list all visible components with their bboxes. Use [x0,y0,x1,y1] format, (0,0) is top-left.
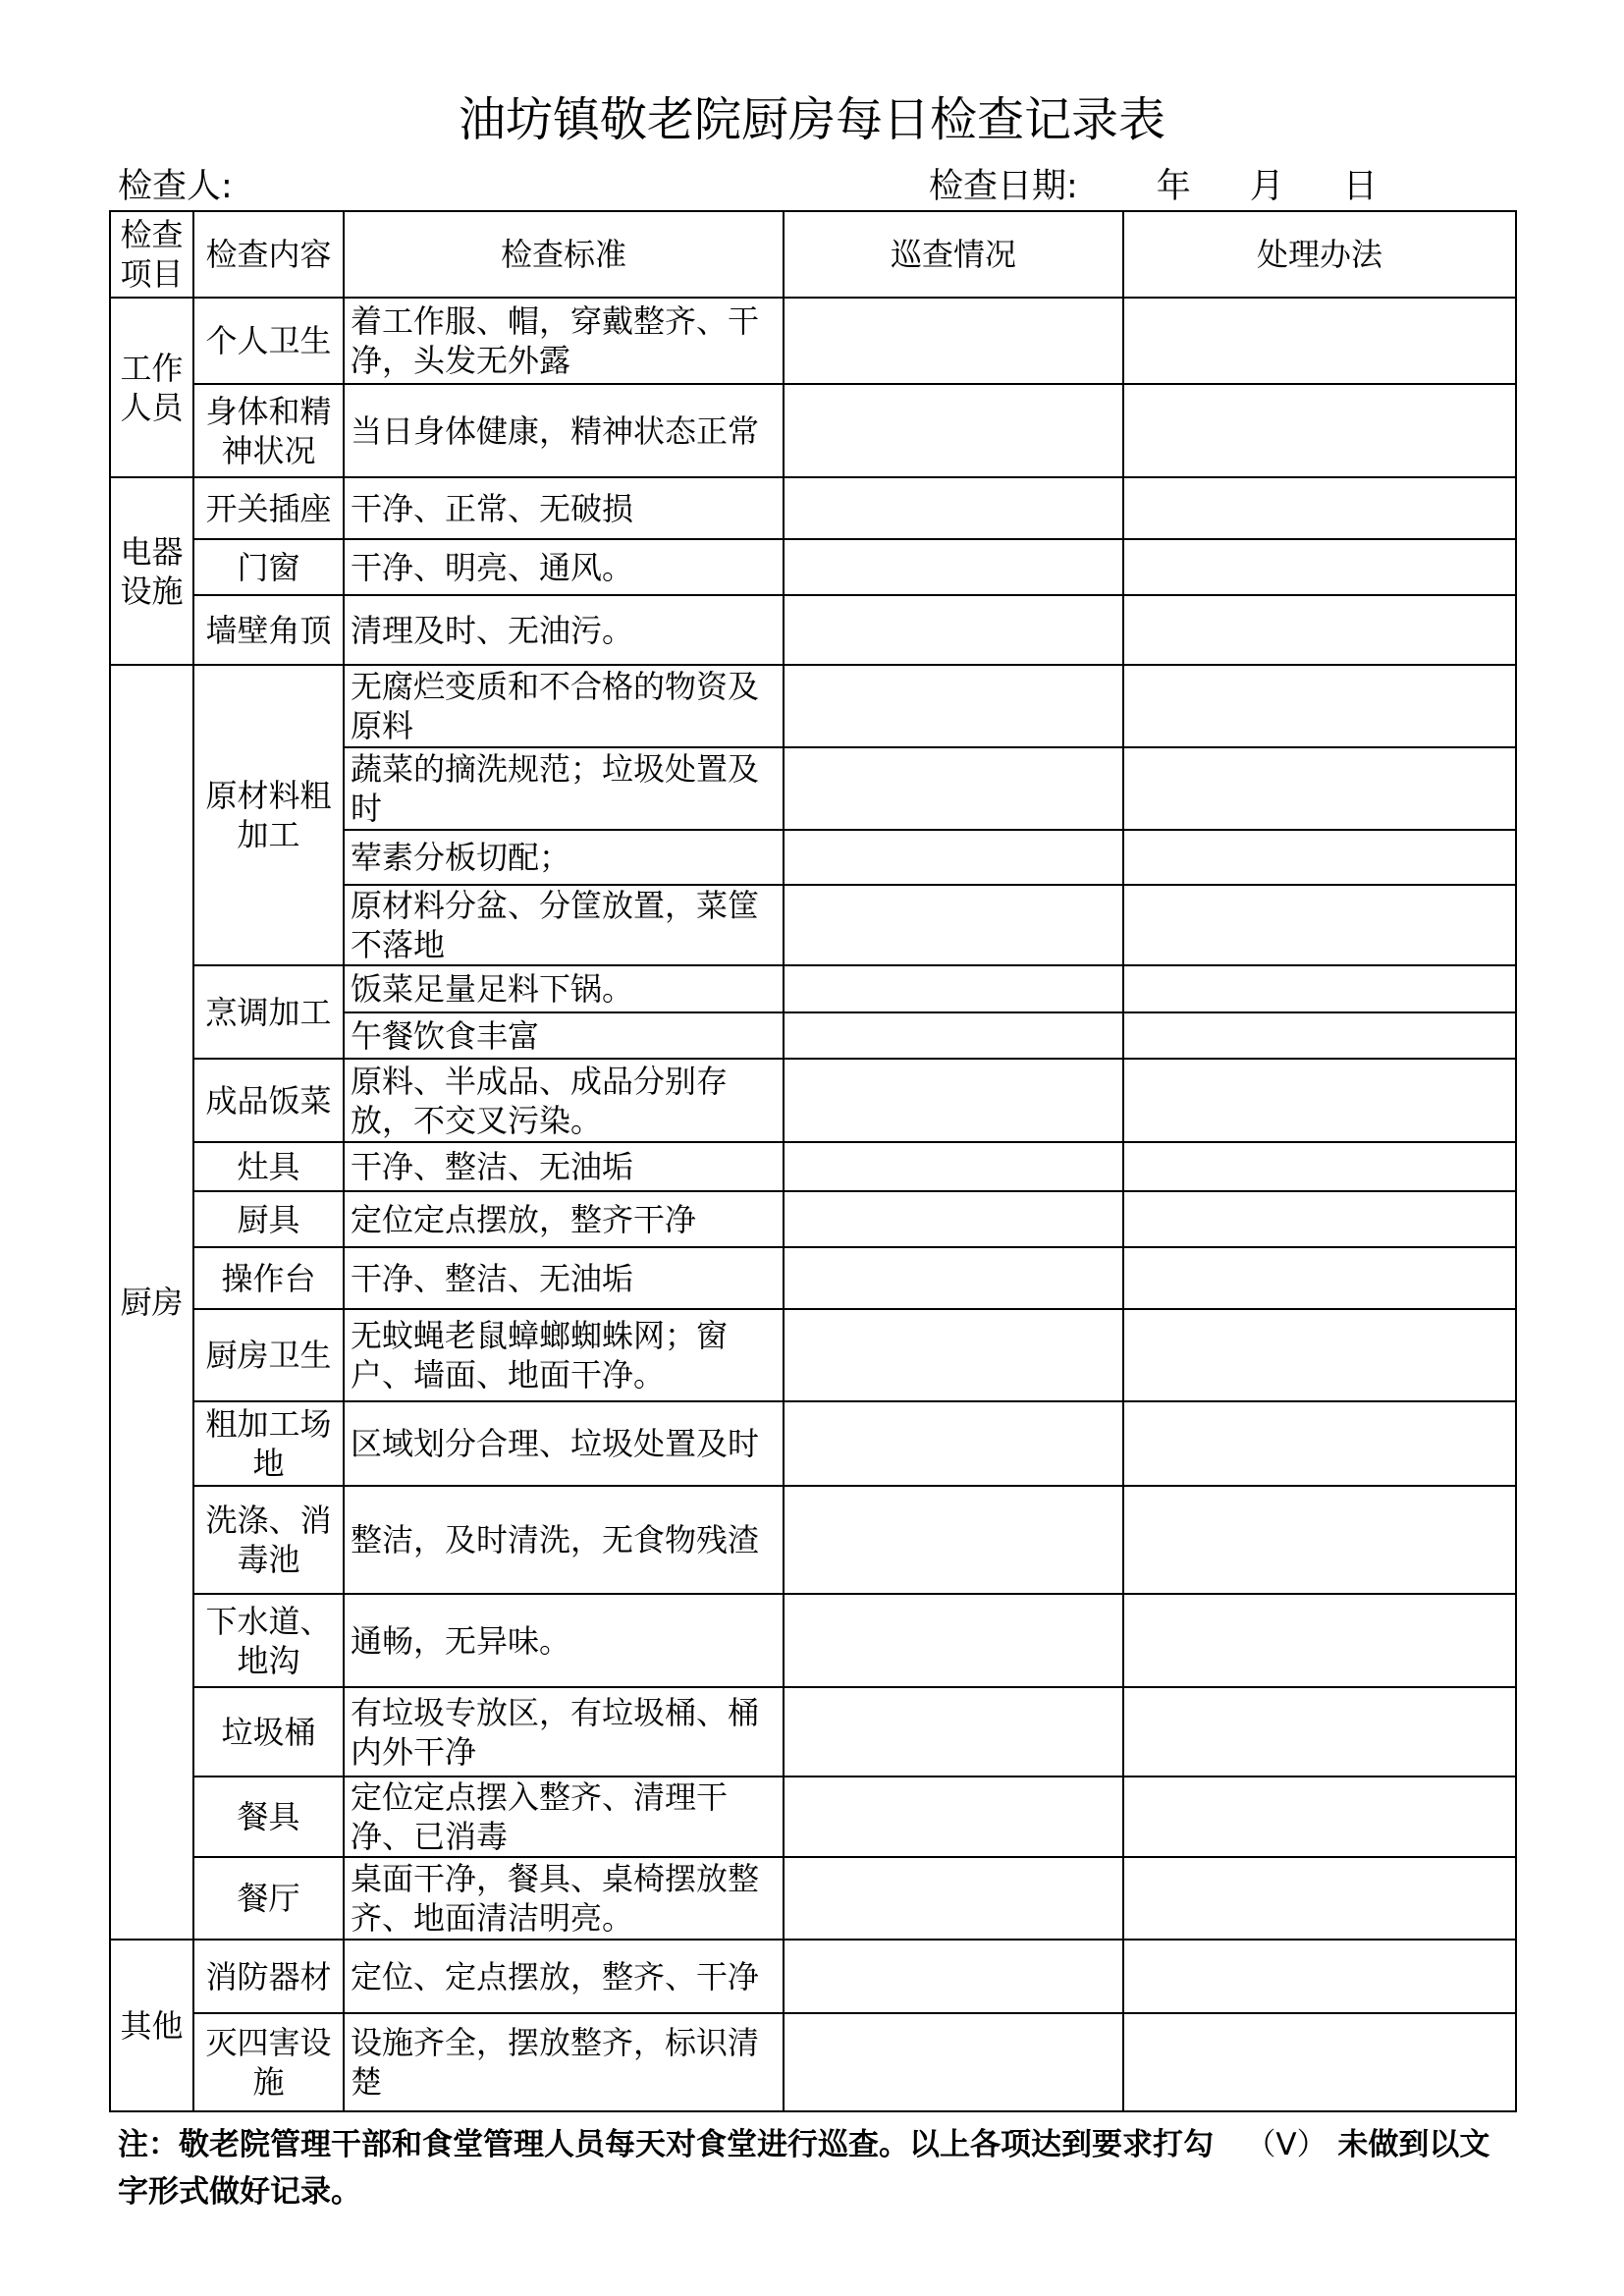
patrol-cell[interactable] [784,1401,1123,1486]
patrol-cell[interactable] [784,477,1123,539]
row-standard: 原材料分盆、分筐放置，菜筐不落地 [344,885,784,965]
table-row [110,1940,1516,2013]
row-content: 身体和精神状况 [193,384,344,477]
date-year-label: 年 [1156,167,1191,206]
patrol-cell[interactable] [784,1059,1123,1142]
row-content: 粗加工场地 [193,1401,344,1486]
row-content: 门窗 [193,539,344,595]
row-standard: 荤素分板切配； [344,830,784,885]
table-header-row [110,211,1516,298]
handling-cell[interactable] [1123,1309,1516,1401]
handling-cell[interactable] [1123,1012,1516,1059]
patrol-cell[interactable] [784,595,1123,665]
table-row [110,1142,1516,1191]
handling-cell[interactable] [1123,1401,1516,1486]
row-content: 餐具 [193,1777,344,1857]
row-content: 烹调加工 [193,965,344,1059]
row-content: 消防器材 [193,1940,344,2013]
row-standard: 无蚊蝇老鼠蟑螂蜘蛛网；窗户、墙面、地面干净。 [344,1309,784,1401]
header-item: 检查项目 [110,211,193,298]
table-row [110,477,1516,539]
row-standard: 通畅，无异味。 [344,1594,784,1687]
patrol-cell[interactable] [784,2013,1123,2111]
header-content: 检查内容 [193,211,344,298]
patrol-cell[interactable] [784,665,1123,747]
table-row [110,298,1516,384]
handling-cell[interactable] [1123,1594,1516,1687]
table-row [110,1486,1516,1594]
handling-cell[interactable] [1123,1777,1516,1857]
handling-cell[interactable] [1123,1486,1516,1594]
row-standard: 设施齐全，摆放整齐，标识清楚 [344,2013,784,2111]
row-standard: 有垃圾专放区，有垃圾桶、桶内外干净 [344,1687,784,1777]
table-row [110,665,1516,747]
table-row [110,539,1516,595]
inspection-date [929,165,1378,208]
patrol-cell[interactable] [784,1777,1123,1857]
row-content: 洗涤、消毒池 [193,1486,344,1594]
row-content: 厨房卫生 [193,1309,344,1401]
group-label-kitchen: 厨房 [110,665,193,1940]
checkmark-symbol: （V） [1245,2127,1327,2162]
row-content: 下水道、地沟 [193,1594,344,1687]
handling-cell[interactable] [1123,885,1516,965]
table-row [110,1777,1516,1857]
table-row [110,1059,1516,1142]
patrol-cell[interactable] [784,1594,1123,1687]
handling-cell[interactable] [1123,1191,1516,1247]
row-content: 原材料粗加工 [193,665,344,965]
row-content: 成品饭菜 [193,1059,344,1142]
inspector-label: 检查人: [118,167,233,206]
header-patrol: 巡查情况 [784,211,1123,298]
row-standard: 定位定点摆入整齐、清理干净、已消毒 [344,1777,784,1857]
date-day-label: 日 [1342,167,1378,206]
handling-cell[interactable] [1123,965,1516,1012]
row-standard: 午餐饮食丰富 [344,1012,784,1059]
table-row [110,965,1516,1012]
patrol-cell[interactable] [784,1012,1123,1059]
patrol-cell[interactable] [784,1309,1123,1401]
page-title: 油坊镇敬老院厨房每日检查记录表 [458,92,1165,147]
row-standard: 清理及时、无油污。 [344,595,784,665]
row-standard: 干净、明亮、通风。 [344,539,784,595]
row-standard: 蔬菜的摘洗规范；垃圾处置及时 [344,747,784,830]
patrol-cell[interactable] [784,885,1123,965]
note-text-after: 未做到以文字形式做好记录。 [118,2127,1490,2210]
handling-cell[interactable] [1123,1059,1516,1142]
row-standard: 原料、半成品、成品分别存放，不交叉污染。 [344,1059,784,1142]
handling-cell[interactable] [1123,665,1516,747]
row-content: 灭四害设施 [193,2013,344,2111]
row-content: 垃圾桶 [193,1687,344,1777]
patrol-cell[interactable] [784,747,1123,830]
row-standard: 定位定点摆放，整齐干净 [344,1191,784,1247]
table-row [110,1594,1516,1687]
table-row [110,1309,1516,1401]
patrol-cell[interactable] [784,384,1123,477]
handling-cell[interactable] [1123,1940,1516,2013]
handling-cell[interactable] [1123,477,1516,539]
handling-cell[interactable] [1123,595,1516,665]
handling-cell[interactable] [1123,1142,1516,1191]
handling-cell[interactable] [1123,384,1516,477]
handling-cell[interactable] [1123,1687,1516,1777]
header-handling: 处理办法 [1123,211,1516,298]
row-standard: 当日身体健康，精神状态正常 [344,384,784,477]
row-standard: 饭菜足量足料下锅。 [344,965,784,1012]
row-standard: 干净、整洁、无油垢 [344,1142,784,1191]
patrol-cell[interactable] [784,830,1123,885]
patrol-cell[interactable] [784,1687,1123,1777]
patrol-cell[interactable] [784,1940,1123,2013]
table-row [110,1857,1516,1940]
patrol-cell[interactable] [784,1857,1123,1940]
row-content: 操作台 [193,1247,344,1309]
row-standard: 干净、正常、无破损 [344,477,784,539]
table-row [110,1401,1516,1486]
row-content: 开关插座 [193,477,344,539]
patrol-cell[interactable] [784,298,1123,384]
table-row [110,1247,1516,1309]
handling-cell[interactable] [1123,1247,1516,1309]
footnote [118,2121,1512,2215]
patrol-cell[interactable] [784,1191,1123,1247]
row-standard: 桌面干净，餐具、桌椅摆放整齐、地面清洁明亮。 [344,1857,784,1940]
patrol-cell[interactable] [784,539,1123,595]
group-label-electric: 电器设施 [110,477,193,665]
handling-cell[interactable] [1123,1857,1516,1940]
patrol-cell[interactable] [784,1142,1123,1191]
row-standard: 着工作服、帽，穿戴整齐、干净，头发无外露 [344,298,784,384]
date-label: 检查日期: [929,167,1078,206]
row-content: 个人卫生 [193,298,344,384]
inspection-table [109,210,1517,2112]
row-content: 墙壁角顶 [193,595,344,665]
header-standard: 检查标准 [344,211,784,298]
handling-cell[interactable] [1123,539,1516,595]
handling-cell[interactable] [1123,2013,1516,2111]
row-content: 餐厅 [193,1857,344,1940]
handling-cell[interactable] [1123,830,1516,885]
date-month-label: 月 [1249,167,1284,206]
row-standard: 整洁，及时清洗，无食物残渣 [344,1486,784,1594]
handling-cell[interactable] [1123,298,1516,384]
row-standard: 干净、整洁、无油垢 [344,1247,784,1309]
patrol-cell[interactable] [784,965,1123,1012]
row-standard: 无腐烂变质和不合格的物资及原料 [344,665,784,747]
patrol-cell[interactable] [784,1486,1123,1594]
table-row [110,1687,1516,1777]
table-row [110,595,1516,665]
group-label-other: 其他 [110,1940,193,2111]
row-content: 灶具 [193,1142,344,1191]
table-row [110,2013,1516,2111]
row-standard: 定位、定点摆放，整齐、干净 [344,1940,784,2013]
patrol-cell[interactable] [784,1247,1123,1309]
table-row [110,384,1516,477]
row-content: 厨具 [193,1191,344,1247]
row-standard: 区域划分合理、垃圾处置及时 [344,1401,784,1486]
group-label-staff: 工作人员 [110,298,193,477]
note-text-before: 注：敬老院管理干部和食堂管理人员每天对食堂进行巡查。以上各项达到要求打勾 [118,2127,1214,2162]
handling-cell[interactable] [1123,747,1516,830]
table-row [110,1191,1516,1247]
